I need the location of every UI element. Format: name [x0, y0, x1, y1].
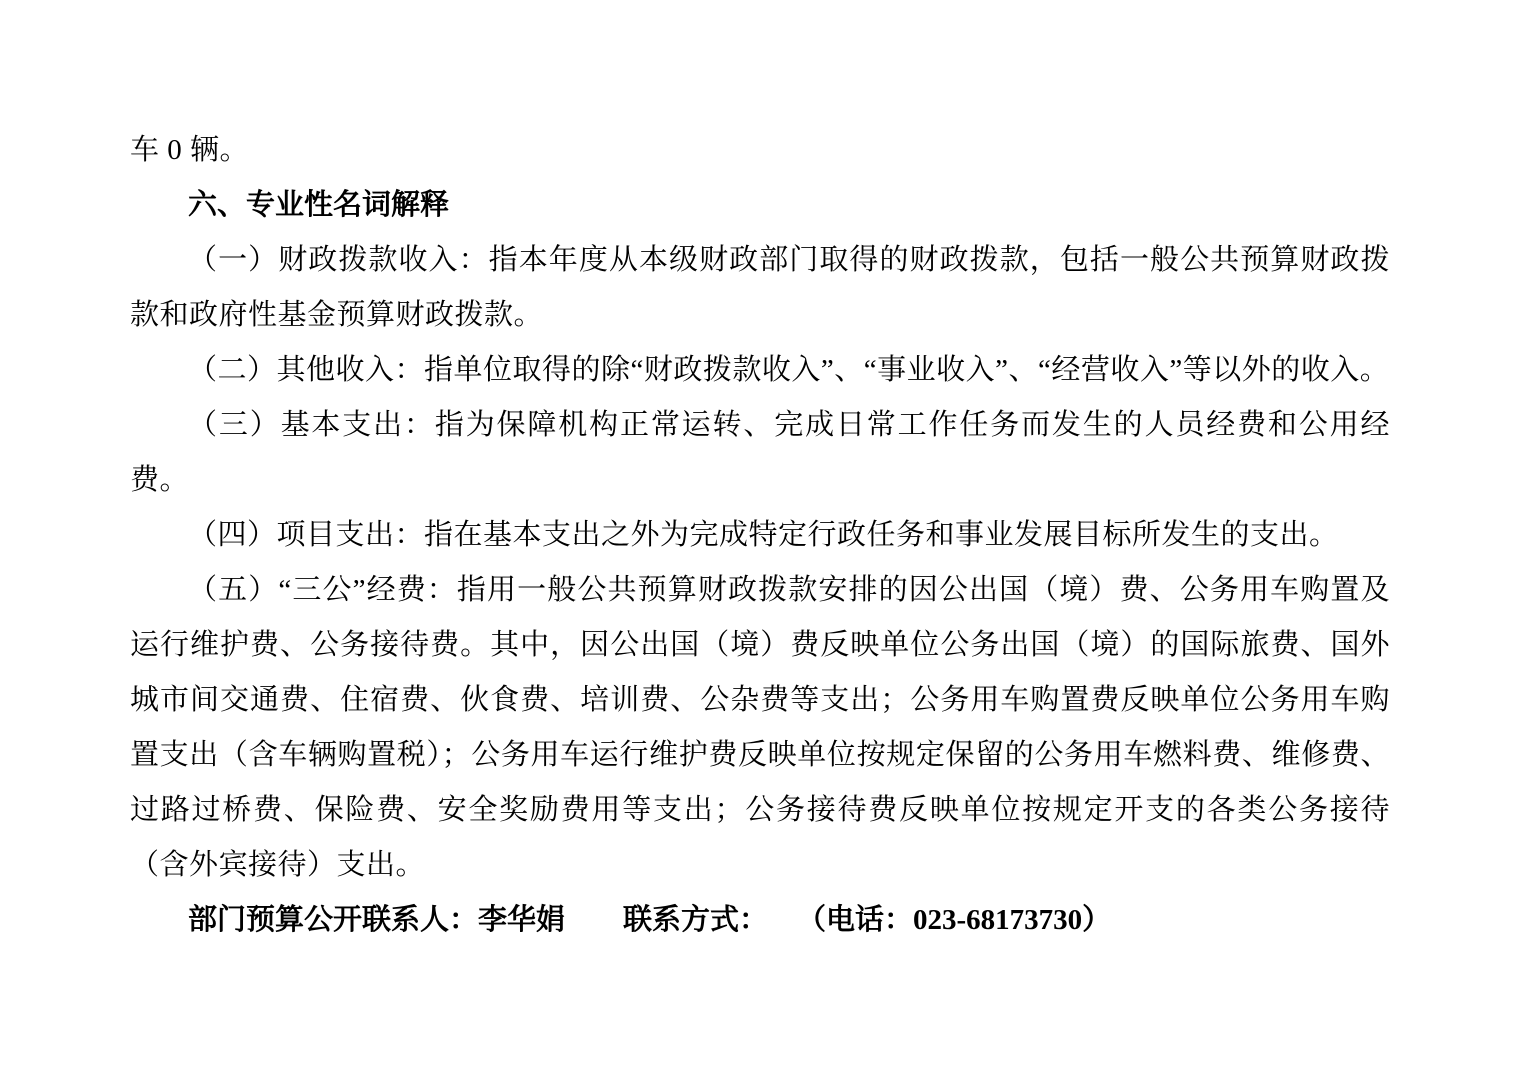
budget-disclosure-contact-line: 部门预算公开联系人：李华娟 联系方式： （电话：023-68173730） — [188, 904, 1112, 936]
section-heading-glossary: 六、专业性名词解释 — [188, 189, 450, 221]
carryover-text-line: 车 0 辆。 — [130, 134, 250, 166]
document-page — [130, 123, 1390, 948]
glossary-item-fiscal-appropriation-income: （一）财政拨款收入：指本年度从本级财政部门取得的财政拨款，包括一般公共预算财政拨款和政府性基金预算财政拨款。 — [130, 244, 1390, 331]
glossary-item-three-public-funds: （五）“三公”经费：指用一般公共预算财政拨款安排的因公出国（境）费、公务用车购置及运行维护费、公务接待费。其中，因公出国（境）费反映单位公务出国（境）的国际旅费、国外城市间交通费、住宿费、伙食费、培训费、公杂费等支出；公务用车购置费反映单位公务用车购置支出（含车辆购置税）；公务用车运行维护费反映单位按规定保留的公务用车燃料费、维修费、过路过桥费、保险费、安全奖励费用等支出；公务接待费反映单位按规定开支的各类公务接待（含外宾接待）支出。 — [130, 574, 1390, 881]
glossary-item-other-income: （二）其他收入：指单位取得的除“财政拨款收入”、“事业收入”、“经营收入”等以外的收入。 — [188, 354, 1390, 386]
glossary-item-project-expenditure: （四）项目支出：指在基本支出之外为完成特定行政任务和事业发展目标所发生的支出。 — [188, 519, 1339, 551]
glossary-item-basic-expenditure: （三）基本支出：指为保障机构正常运转、完成日常工作任务而发生的人员经费和公用经费。 — [130, 409, 1390, 496]
